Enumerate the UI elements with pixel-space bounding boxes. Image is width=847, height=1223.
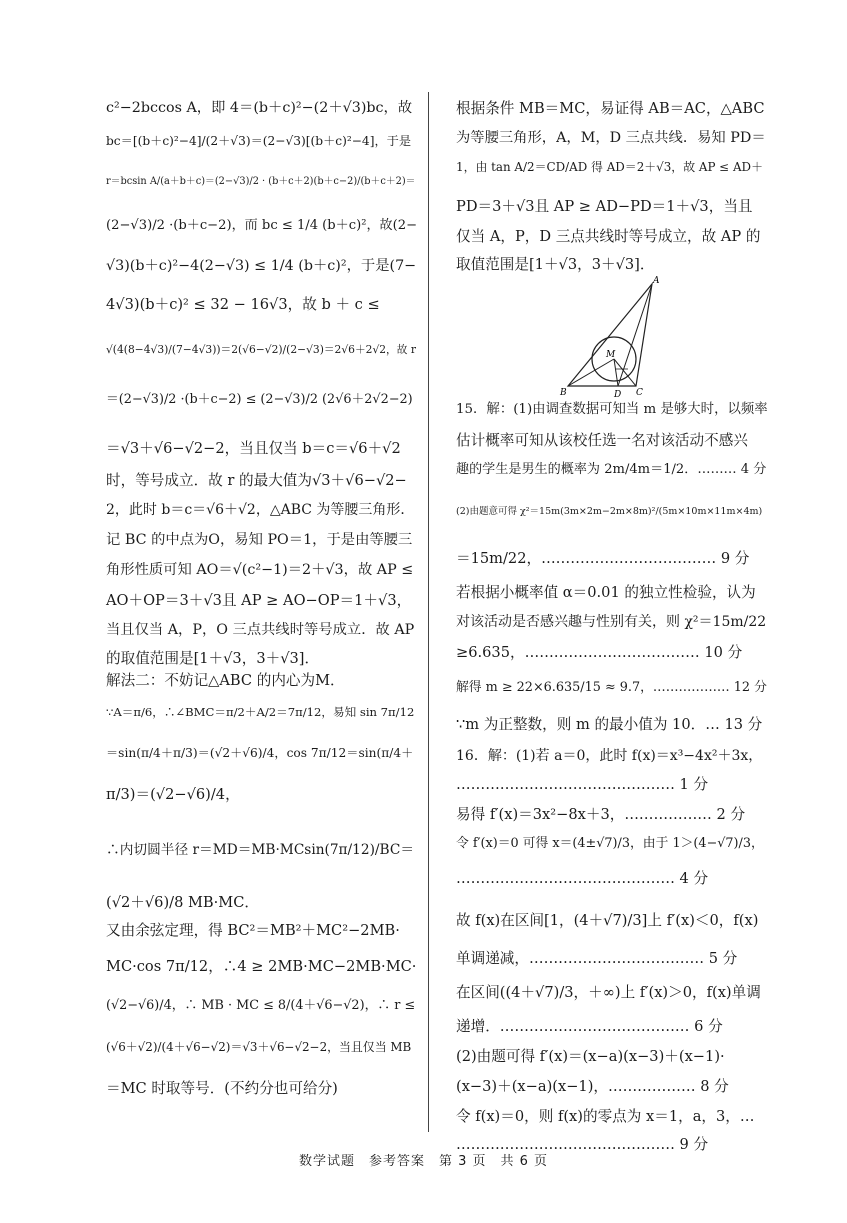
left-column-line: 的取值范围是[1＋√3，3＋√3]． — [106, 650, 320, 667]
left-column-line: 2，此时 b＝c＝√6＋√2，△ABC 为等腰三角形． — [106, 502, 415, 518]
left-column-line: 4√3)(b＋c)² ≤ 32 − 16√3，故 b ＋ c ≤ — [106, 296, 380, 313]
right-column-line: 取值范围是[1＋√3，3＋√3]． — [456, 256, 655, 273]
right-column-line: 单调递减，……………………………… 5 分 — [456, 950, 738, 967]
left-column-line: ∵A＝π/6，∴∠BMC＝π/2＋A/2＝7π/12，易知 sin 7π/12 — [106, 705, 415, 719]
right-column-line: 令 f(x)＝0，则 f(x)的零点为 x＝1，a，3，… — [456, 1108, 755, 1125]
left-column-line: √3)(b＋c)²−4(2−√3) ≤ 1/4 (b＋c)²，于是(7− — [106, 258, 417, 274]
left-column-line: c²−2bccos A，即 4＝(b＋c)²−(2＋√3)bc，故 — [106, 100, 413, 116]
left-column-line: (√6＋√2)/(4＋√6−√2)＝√3＋√6−√2−2，当且仅当 MB — [106, 1040, 412, 1054]
right-column-line: 1，由 tan A/2＝CD/AD 得 AD＝2＋√3，故 AP ≤ AD＋ — [456, 160, 763, 174]
right-column-line: 易得 f′(x)＝3x²−8x＋3，……………… 2 分 — [456, 806, 746, 823]
left-column-line: ＝MC 时取等号．(不约分也可给分) — [106, 1080, 338, 1097]
left-column-line: 解法二：不妨记△ABC 的内心为M． — [106, 672, 345, 689]
left-column-line: 记 BC 的中点为O，易知 PO＝1，于是由等腰三 — [106, 532, 413, 548]
left-column-line: 时，等号成立．故 r 的最大值为√3＋√6−√2− — [106, 472, 407, 489]
left-column-line: r＝bcsin A/(a＋b＋c)＝(2−√3)/2 · (b＋c＋2)(b＋c−2)/(b＋c＋2)＝ — [106, 176, 416, 187]
right-column-line: 递增．………………………………… 6 分 — [456, 1018, 723, 1035]
right-column-line: 趣的学生是男生的概率为 2m/4m＝1/2．……… 4 分 — [456, 462, 767, 477]
right-column-line: 15．解：(1)由调查数据可知当 m 是够大时，以频率 — [456, 402, 768, 417]
right-column-line: ……………………………………… 9 分 — [456, 1136, 709, 1153]
right-column-line: 16．解：(1)若 a＝0，此时 f(x)＝x³−4x²＋3x， — [456, 748, 763, 764]
left-column-line: ＝√3＋√6−√2−2，当且仅当 b＝c＝√6＋√2 — [106, 440, 401, 457]
right-column-line: 故 f(x)在区间[1，(4＋√7)/3]上 f′(x)＜0，f(x) — [456, 912, 759, 929]
right-column-line: PD＝3＋√3且 AP ≥ AD−PD＝1＋√3，当且 — [456, 198, 753, 215]
right-column-line: 对该活动是否感兴趣与性别有关，则 χ²＝15m/22 — [456, 614, 767, 630]
right-column-line: 估计概率可知从该校任选一名对该活动不感兴 — [456, 432, 748, 449]
figure-label-b: B — [560, 388, 567, 398]
right-column-line: 为等腰三角形，A，M，D 三点共线．易知 PD＝ — [456, 130, 766, 146]
right-column-line: ∵m 为正整数，则 m 的最小值为 10．… 13 分 — [456, 716, 763, 733]
right-column-line: 解得 m ≥ 22×6.635/15 ≈ 9.7，……………… 12 分 — [456, 680, 767, 695]
right-column-line: (2)由题意可得 χ²＝15m(3m×2m−2m×8m)²/(5m×10m×11m×4m) — [456, 506, 763, 517]
left-column-line: 当且仅当 A，P，O 三点共线时等号成立．故 AP — [106, 622, 415, 638]
left-column-line: √(4(8−4√3)/(7−4√3))＝2(√6−√2)/(2−√3)＝2√6＋2√2，故 r — [106, 343, 416, 356]
figure-label-a: A — [653, 276, 660, 286]
left-column-line: ∴内切圆半径 r＝MD＝MB·MCsin(7π/12)/BC＝ — [106, 842, 415, 858]
right-column-line: ……………………………………… 1 分 — [456, 776, 709, 793]
triangle-incircle-figure — [556, 274, 666, 398]
left-column-line: (√2＋√6)/8 MB·MC． — [106, 894, 259, 911]
right-column-line: 令 f′(x)＝0 可得 x＝(4±√7)/3，由于 1＞(4−√7)/3， — [456, 836, 764, 851]
right-column-line: ＝15m/22，……………………………… 9 分 — [456, 550, 750, 567]
left-column-line: π/3)＝(√2−√6)/4， — [106, 786, 240, 803]
left-column-line: (√2−√6)/4，∴ MB · MC ≤ 8/(4＋√6−√2)，∴ r ≤ — [106, 998, 416, 1013]
right-column-line: 仅当 A，P，D 三点共线时等号成立，故 AP 的 — [456, 228, 761, 245]
right-column-line: 根据条件 MB＝MC，易证得 AB＝AC，△ABC — [456, 100, 765, 117]
left-column-line: AO＋OP＝3＋√3且 AP ≥ AO−OP＝1＋√3， — [106, 592, 412, 609]
right-column-line: ≥6.635，……………………………… 10 分 — [456, 644, 743, 661]
right-column-line: (2)由题可得 f′(x)＝(x−a)(x−3)＋(x−1)· — [456, 1048, 725, 1065]
figure-label-c: C — [636, 388, 643, 398]
left-column-line: MC·cos 7π/12，∴4 ≥ 2MB·MC−2MB·MC· — [106, 958, 417, 975]
left-column-line: 角形性质可知 AO＝√(c²−1)＝2＋√3，故 AP ≤ — [106, 562, 414, 578]
left-column-line: (2−√3)/2 ·(b＋c−2)，而 bc ≤ 1/4 (b＋c)²，故(2− — [106, 218, 418, 233]
right-column-line: (x−3)＋(x−a)(x−1)，……………… 8 分 — [456, 1078, 729, 1095]
left-column-line: ＝(2−√3)/2 ·(b＋c−2) ≤ (2−√3)/2 (2√6＋2√2−2) — [106, 392, 413, 407]
figure-label-m: M — [606, 350, 616, 360]
right-column-line: ……………………………………… 4 分 — [456, 870, 709, 887]
left-column-line: bc＝[(b＋c)²−4]/(2＋√3)＝(2−√3)[(b＋c)²−4]，于是 — [106, 134, 412, 148]
left-column-line: ＝sin(π/4＋π/3)＝(√2＋√6)/4，cos 7π/12＝sin(π/4＋ — [106, 746, 414, 760]
right-column-line: 若根据小概率值 α＝0.01 的独立性检验，认为 — [456, 584, 756, 601]
column-divider — [428, 92, 429, 1132]
figure-label-d: D — [614, 390, 622, 398]
left-column-line: 又由余弦定理，得 BC²＝MB²＋MC²−2MB· — [106, 922, 400, 939]
right-column-line: 在区间((4＋√7)/3，＋∞)上 f′(x)＞0，f(x)单调 — [456, 984, 761, 1001]
page-footer: 数学试题 参考答案 第 3 页 共 6 页 — [298, 1154, 549, 1169]
